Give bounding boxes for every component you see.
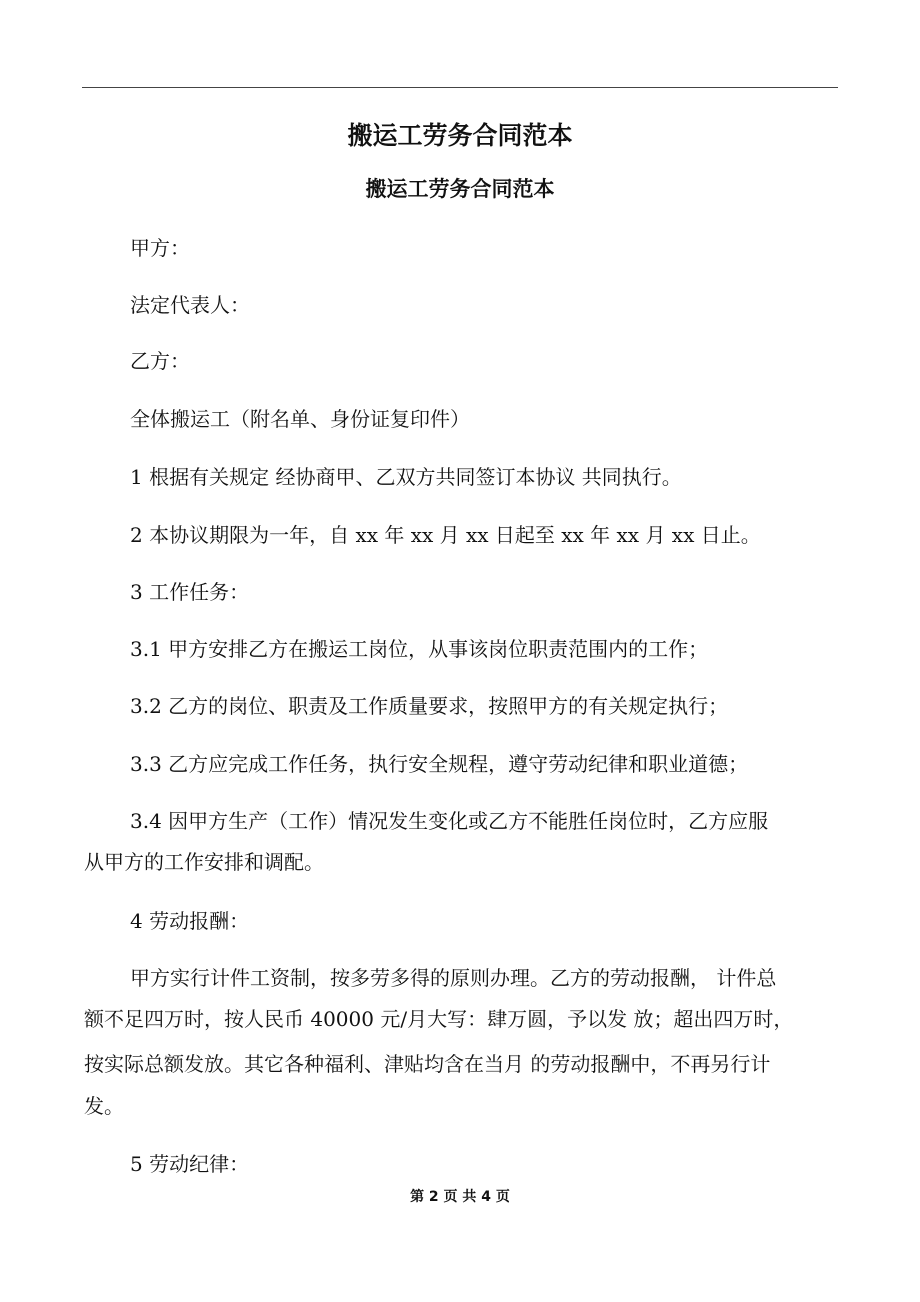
page-number: 第 2 页 共 4 页 [410, 1189, 510, 1205]
clause-5-heading: 5 劳动纪律： [130, 1152, 250, 1176]
clause-3-4-line-1: 3.4 因甲方生产（工作）情况发生变化或乙方不能胜任岗位时，乙方应服 [130, 809, 769, 833]
document-title: 搬运工劳务合同范本 [347, 121, 573, 150]
workers-line: 全体搬运工（附名单、身份证复印件） [130, 407, 470, 431]
clause-4-text-line-3: 按实际总额发放。其它各种福利、津贴均含在当月 的劳动报酬中，不再另行计 [84, 1052, 771, 1076]
clause-4-text-line-2: 额不足四万时，按人民币 40000 元/月大写：肆万圆，予以发 放；超出四万时， [84, 1007, 794, 1031]
clause-3-heading: 3 工作任务： [130, 580, 250, 604]
document-subtitle: 搬运工劳务合同范本 [365, 177, 555, 201]
clause-3-1: 3.1 甲方安排乙方在搬运工岗位，从事该岗位职责范围内的工作； [130, 637, 709, 661]
legal-representative-line: 法定代表人： [130, 293, 250, 317]
party-a-line: 甲方： [130, 236, 190, 260]
clause-1: 1 根据有关规定 经协商甲、乙双方共同签订本协议 共同执行。 [130, 465, 682, 489]
clause-4-heading: 4 劳动报酬： [130, 909, 250, 933]
party-b-line: 乙方： [130, 349, 190, 373]
header-rule [82, 87, 838, 88]
clause-2: 2 本协议期限为一年，自 xx 年 xx 月 xx 日起至 xx 年 xx 月 xx 日止。 [130, 523, 761, 547]
clause-3-3: 3.3 乙方应完成工作任务，执行安全规程，遵守劳动纪律和职业道德； [130, 752, 749, 776]
clause-3-4-line-2: 从甲方的工作安排和调配。 [84, 850, 324, 874]
clause-4-text-line-1: 甲方实行计件工资制，按多劳多得的原则办理。乙方的劳动报酬， 计件总 [130, 966, 777, 990]
clause-4-text-line-4: 发。 [84, 1094, 124, 1118]
clause-3-2: 3.2 乙方的岗位、职责及工作质量要求，按照甲方的有关规定执行； [130, 694, 729, 718]
